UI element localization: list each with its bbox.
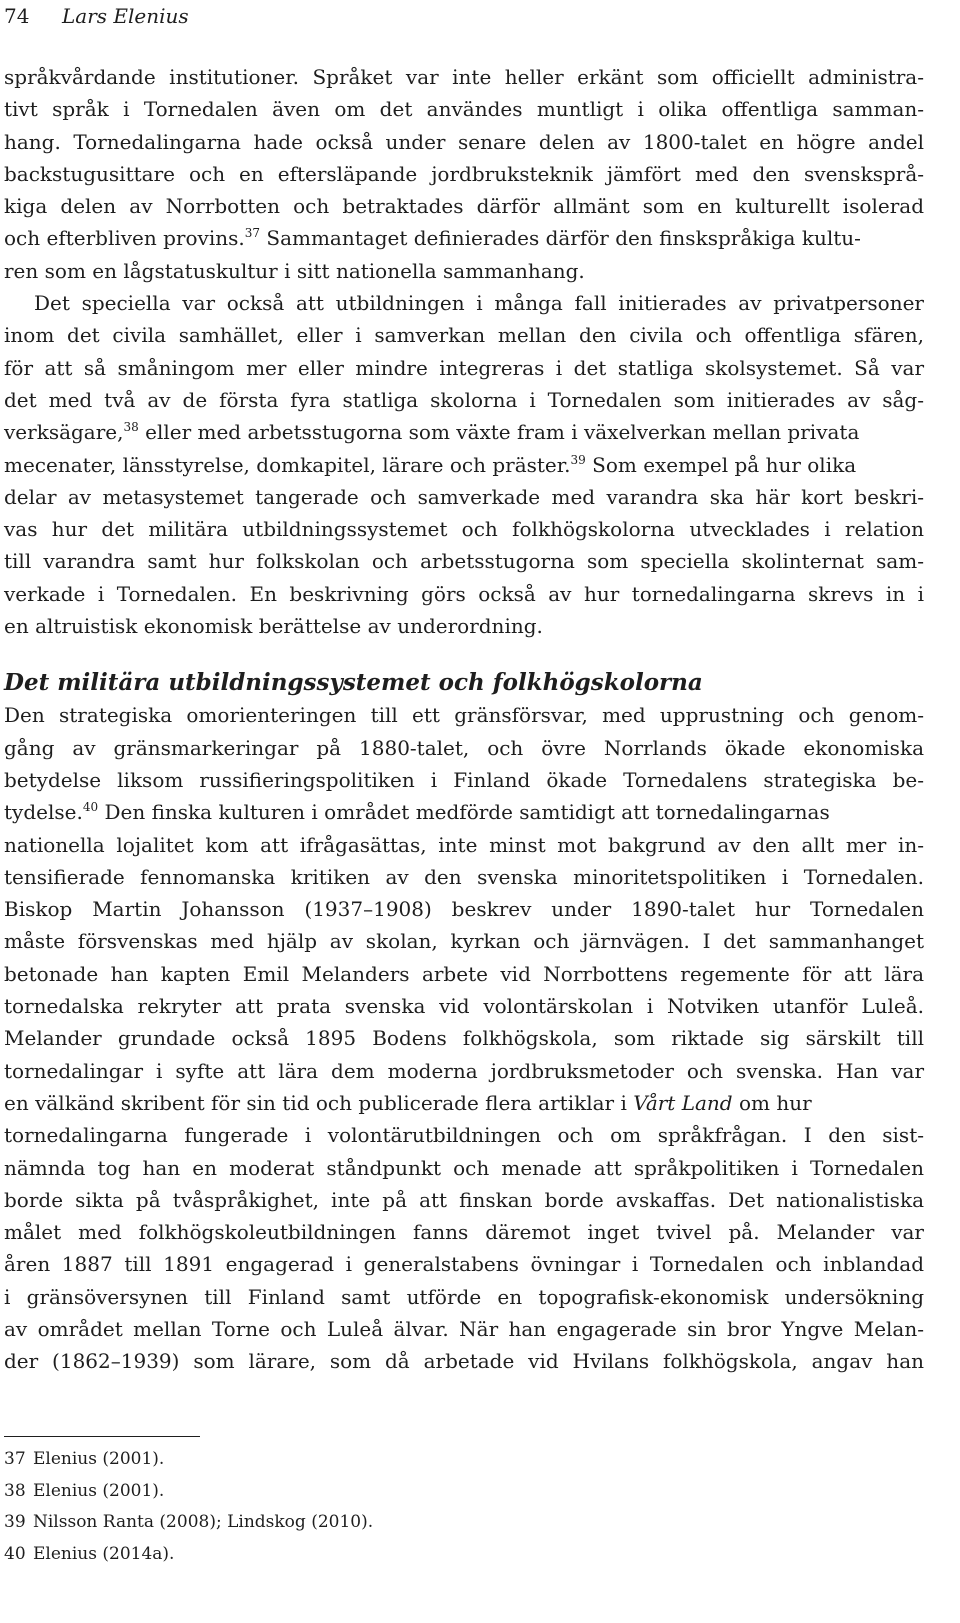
text-line: av området mellan Torne och Luleå älvar. När han engagerade sin bror Yngve Melan- bbox=[4, 1316, 924, 1341]
text-segment: tydelse. bbox=[4, 800, 83, 825]
footnote-text: Elenius (2001). bbox=[33, 1449, 165, 1469]
text-line: vas hur det militära utbildningssystemet och folkhögskolorna utvecklades i relation bbox=[4, 517, 924, 542]
paragraph bbox=[4, 287, 924, 642]
text-segment: eller med arbetsstugorna som växte fram i växelverkan mellan privata bbox=[138, 420, 860, 445]
text-line: Det speciella var också att utbildningen i många fall initierades av privatpersoner bbox=[34, 291, 924, 316]
footnote-divider bbox=[4, 1436, 200, 1437]
footnote-text: Elenius (2014a). bbox=[33, 1544, 175, 1565]
text-line: verkade i Tornedalen. En beskrivning görs också av hur tornedalingarna skrevs in i bbox=[4, 581, 924, 606]
text-line: kiga delen av Norrbotten och betraktades därför allmänt som en kulturellt isolerad bbox=[4, 194, 924, 219]
footnote bbox=[4, 1444, 373, 1476]
text-line bbox=[4, 796, 924, 828]
footnote-number: 39 bbox=[4, 1512, 26, 1533]
text-line: i gränsöversynen till Finland samt utförde en topografisk-ekonomisk undersökning bbox=[4, 1284, 924, 1309]
footnote-ref: 39 bbox=[570, 452, 586, 467]
text-line: en altruistisk ekonomisk berättelse av underordning. bbox=[4, 614, 543, 639]
footnote bbox=[4, 1507, 373, 1539]
text-segment: Som exempel på hur olika bbox=[585, 452, 857, 477]
text-line: måste försvenskas med hjälp av skolan, kyrkan och järnvägen. I det sammanhanget bbox=[4, 929, 924, 954]
text-line bbox=[4, 1087, 924, 1119]
text-line: åren 1887 till 1891 engagerad i generalstabens övningar i Tornedalen och inblandad bbox=[4, 1252, 924, 1277]
text-line bbox=[4, 449, 924, 481]
text-line: tornedalingar i syfte att lära dem moderna jordbruksmetoder och svenska. Han var bbox=[4, 1058, 924, 1083]
page-number: 74 bbox=[4, 4, 30, 28]
text-line: nämnda tog han en moderat ståndpunkt och menade att språkpolitiken i Tornedalen bbox=[4, 1155, 924, 1180]
text-line: hang. Tornedalingarna hade också under senare delen av 1800-talet en högre andel bbox=[4, 129, 924, 154]
footnote-ref: 37 bbox=[244, 226, 261, 241]
footnote-ref: 38 bbox=[123, 420, 139, 435]
running-head bbox=[4, 4, 189, 28]
text-line: för att så småningom mer eller mindre integreras i det statliga skolsystemet. Så var bbox=[4, 355, 924, 380]
footnote bbox=[4, 1476, 373, 1508]
text-line: borde sikta på tvåspråkighet, inte på att finskan borde avskaffas. Det nationalistiska bbox=[4, 1187, 924, 1212]
text-line: det med två av de första fyra statliga skolorna i Tornedalen som initierades av såg- bbox=[4, 387, 924, 412]
publication-title: Vårt Land bbox=[633, 1090, 733, 1115]
text-line: betydelse liksom russifieringspolitiken i Finland ökade Tornedalens strategiska be- bbox=[4, 767, 924, 792]
footnote-text: Nilsson Ranta (2008); Lindskog (2010). bbox=[33, 1512, 374, 1533]
text-segment: mecenater, länsstyrelse, domkapitel, lärare och präster. bbox=[4, 452, 571, 477]
text-line: målet med folkhögskoleutbildningen fanns däremot inget tvivel på. Melander var bbox=[4, 1220, 924, 1245]
paragraph bbox=[4, 699, 924, 1377]
footnote bbox=[4, 1539, 373, 1571]
text-line: Biskop Martin Johansson (1937–1908) beskrev under 1890-talet hur Tornedalen bbox=[4, 897, 924, 922]
text-line: tornedalingarna fungerade i volontärutbildningen och om språkfrågan. I den sist- bbox=[4, 1123, 924, 1148]
text-segment: och efterbliven provins. bbox=[4, 226, 245, 251]
footnote-ref: 40 bbox=[82, 800, 99, 815]
text-line: delar av metasystemet tangerade och samverkade med varandra ska här kort beskri- bbox=[4, 484, 924, 509]
text-line: tivt språk i Tornedalen även om det användes muntligt i olika offentliga samman- bbox=[4, 97, 924, 122]
text-line: betonade han kapten Emil Melanders arbete vid Norrbottens regemente för att lära bbox=[4, 961, 924, 986]
footnote-number: 40 bbox=[4, 1544, 26, 1565]
paragraph bbox=[4, 61, 924, 287]
footnote-number: 38 bbox=[4, 1480, 26, 1501]
body-text bbox=[4, 61, 924, 1378]
text-line bbox=[4, 222, 924, 254]
text-line: inom det civila samhället, eller i samverkan mellan den civila och offentliga sfären, bbox=[4, 323, 924, 348]
running-head-author: Lars Elenius bbox=[62, 4, 189, 28]
text-line: tornedalska rekryter att prata svenska vid volontärskolan i Notviken utanför Luleå. bbox=[4, 994, 924, 1019]
text-segment: om hur bbox=[732, 1090, 812, 1115]
text-segment: Sammantaget definierades därför den finskspråkiga kultu- bbox=[260, 226, 861, 251]
footnote-text: Elenius (2001). bbox=[33, 1480, 165, 1501]
text-line: till varandra samt hur folkskolan och arbetsstugorna som speciella skolinternat sam- bbox=[4, 549, 924, 574]
text-line: nationella lojalitet kom att ifrågasättas, inte minst mot bakgrund av den allt mer in- bbox=[4, 832, 924, 857]
text-segment: verksägare, bbox=[4, 420, 124, 445]
text-segment: en välkänd skribent för sin tid och publicerade flera artiklar i bbox=[4, 1090, 634, 1115]
text-line: der (1862–1939) som lärare, som då arbetade vid Hvilans folkhögskola, angav han bbox=[4, 1349, 924, 1374]
footnote-number: 37 bbox=[4, 1449, 26, 1469]
text-line: Melander grundade också 1895 Bodens folkhögskola, som riktade sig särskilt till bbox=[4, 1026, 924, 1051]
footnotes bbox=[4, 1444, 373, 1571]
text-segment: Den finska kulturen i området medförde samtidigt att tornedalingarnas bbox=[98, 800, 830, 825]
text-line: Den strategiska omorienteringen till ett gränsförsvar, med upprustning och genom- bbox=[4, 703, 924, 728]
text-line bbox=[4, 416, 924, 448]
text-line: backstugusittare och en eftersläpande jordbruksteknik jämfört med den svensksprå- bbox=[4, 161, 924, 186]
text-line: ren som en lågstatuskultur i sitt nationella sammanhang. bbox=[4, 258, 585, 283]
text-line: gång av gränsmarkeringar på 1880-talet, och övre Norrlands ökade ekonomiska bbox=[4, 735, 924, 760]
text-line: språkvårdande institutioner. Språket var inte heller erkänt som officiellt administra- bbox=[4, 65, 924, 89]
section-heading: Det militära utbildningssystemet och folkhögskolorna bbox=[4, 669, 703, 697]
text-line: tensifierade fennomanska kritiken av den svenska minoritetspolitiken i Tornedalen. bbox=[4, 864, 924, 889]
